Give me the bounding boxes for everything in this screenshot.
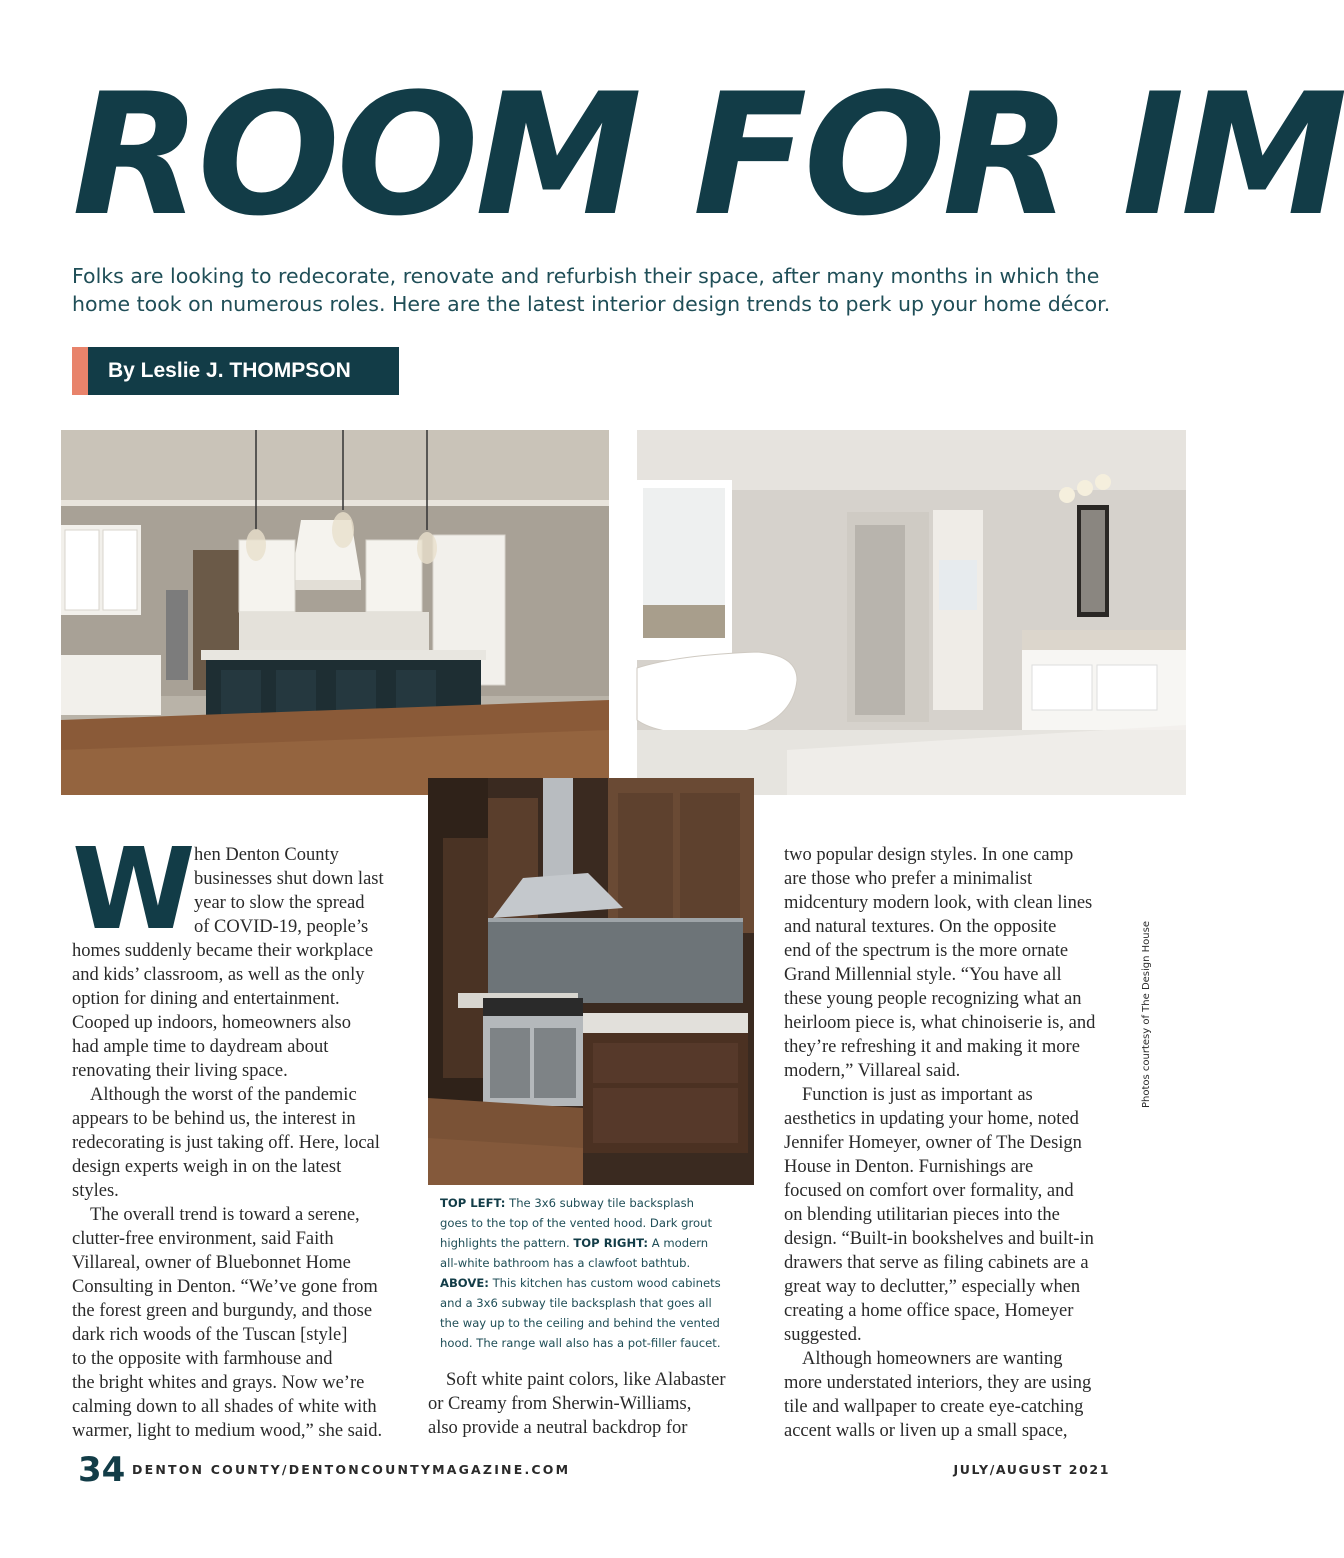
body-line: are those who prefer a minimalist	[784, 869, 1033, 889]
body-line: more understated interiors, they are using	[784, 1373, 1092, 1393]
headline: ROOM FOR IM	[72, 57, 1344, 253]
body-line: aesthetics in updating your home, noted	[784, 1109, 1079, 1129]
publication-name: DENTON COUNTY/DENTONCOUNTYMAGAZINE.COM	[132, 1462, 571, 1477]
body-line: of COVID-19, people’s	[194, 917, 369, 937]
photo-credit: Photos courtesy of The Design House	[1141, 921, 1152, 1108]
body-line: Villareal, owner of Bluebonnet Home	[72, 1253, 351, 1273]
body-line: suggested.	[784, 1325, 862, 1345]
body-line: midcentury modern look, with clean lines	[784, 893, 1093, 913]
body-line: Soft white paint colors, like Alabaster	[446, 1370, 726, 1390]
body-line: tile and wallpaper to create eye-catching	[784, 1397, 1084, 1417]
body-line: or Creamy from Sherwin-Williams,	[428, 1394, 692, 1414]
caption-line: all-white bathroom has a clawfoot bathtub.	[440, 1256, 691, 1270]
caption-line: hood. The range wall also has a pot-filler faucet.	[440, 1336, 721, 1350]
column-2	[428, 1368, 726, 1440]
body-line: the forest green and burgundy, and those	[72, 1301, 373, 1321]
body-line: focused on comfort over formality, and	[784, 1181, 1074, 1201]
body-line: year to slow the spread	[194, 893, 365, 913]
caption-text: A modern	[648, 1236, 709, 1250]
column-1	[72, 939, 382, 1443]
wood-cabinet-kitchen-range-photo	[428, 778, 754, 1185]
caption-line: goes to the top of the vented hood. Dark grout	[440, 1216, 712, 1230]
body-line: design. “Built-in bookshelves and built-in	[784, 1229, 1094, 1249]
body-line: Function is just as important as	[802, 1085, 1033, 1105]
page-number: 34	[78, 1450, 126, 1490]
drop-cap: W	[72, 825, 196, 955]
caption-label: TOP LEFT:	[440, 1196, 506, 1210]
column-3	[784, 843, 1095, 1443]
body-line: and natural textures. On the opposite	[784, 917, 1057, 937]
body-line: hen Denton County	[194, 845, 339, 865]
caption-line: and a 3x6 subway tile backsplash that goes all	[440, 1296, 712, 1310]
deck-line: home took on numerous roles. Here are the latest interior design trends to perk up your home décor.	[72, 292, 1111, 316]
body-line: option for dining and entertainment.	[72, 989, 340, 1009]
caption-text: The 3x6 subway tile backsplash	[505, 1196, 695, 1210]
caption-line	[440, 1233, 750, 1253]
body-line: clutter-free environment, said Faith	[72, 1229, 334, 1249]
kitchen-with-dark-island-photo	[61, 430, 609, 795]
body-line: Jennifer Homeyer, owner of The Design	[784, 1133, 1082, 1153]
deck-line: Folks are looking to redecorate, renovate and refurbish their space, after many months in which the	[72, 264, 1100, 288]
body-line: to the opposite with farmhouse and	[72, 1349, 333, 1369]
body-line: the bright whites and grays. Now we’re	[72, 1373, 365, 1393]
caption-text: highlights the pattern.	[440, 1236, 574, 1250]
byline: By Leslie J. THOMPSON	[88, 347, 399, 395]
body-line: accent walls or liven up a small space,	[784, 1421, 1068, 1441]
body-line: great way to declutter,” especially when	[784, 1277, 1081, 1297]
byline-accent-bar	[72, 347, 88, 395]
body-line: end of the spectrum is the more ornate	[784, 941, 1069, 961]
body-line: modern,” Villareal said.	[784, 1061, 961, 1081]
body-line: redecorating is just taking off. Here, local	[72, 1133, 380, 1153]
deck	[72, 262, 1152, 318]
body-line: on blending utilitarian pieces into the	[784, 1205, 1060, 1225]
body-line: Although the worst of the pandemic	[90, 1085, 357, 1105]
body-line: warmer, light to medium wood,” she said.	[72, 1421, 383, 1441]
body-line: Cooped up indoors, homeowners also	[72, 1013, 352, 1033]
body-line: styles.	[72, 1181, 119, 1201]
body-line: House in Denton. Furnishings are	[784, 1157, 1034, 1177]
body-line: they’re refreshing it and making it more	[784, 1037, 1080, 1057]
body-line: appears to be behind us, the interest in	[72, 1109, 356, 1129]
body-line: and kids’ classroom, as well as the only	[72, 965, 365, 985]
body-line: these young people recognizing what an	[784, 989, 1082, 1009]
body-line: design experts weigh in on the latest	[72, 1157, 342, 1177]
body-line: Grand Millennial style. “You have all	[784, 965, 1062, 985]
column-1-intro	[194, 843, 384, 939]
body-line: two popular design styles. In one camp	[784, 845, 1074, 865]
body-line: creating a home office space, Homeyer	[784, 1301, 1074, 1321]
body-line: calming down to all shades of white with	[72, 1397, 377, 1417]
caption-line: the way up to the ceiling and behind the vented	[440, 1316, 720, 1330]
body-line: also provide a neutral backdrop for	[428, 1418, 688, 1438]
body-line: businesses shut down last	[194, 869, 384, 889]
body-line: The overall trend is toward a serene,	[90, 1205, 360, 1225]
body-line: Although homeowners are wanting	[802, 1349, 1063, 1369]
photo-caption	[440, 1193, 750, 1353]
body-line: heirloom piece is, what chinoiserie is, and	[784, 1013, 1096, 1033]
body-line: dark rich woods of the Tuscan [style]	[72, 1325, 348, 1345]
body-line: Consulting in Denton. “We’ve gone from	[72, 1277, 378, 1297]
white-bathroom-clawfoot-tub-photo	[637, 430, 1186, 795]
caption-line	[440, 1193, 750, 1213]
caption-label: ABOVE:	[440, 1276, 489, 1290]
caption-line	[440, 1273, 750, 1293]
body-line: renovating their living space.	[72, 1061, 288, 1081]
caption-label: TOP RIGHT:	[573, 1236, 649, 1250]
caption-text: This kitchen has custom wood cabinets	[488, 1276, 721, 1290]
issue-date: JULY/AUGUST 2021	[953, 1462, 1110, 1477]
body-line: drawers that serve as filing cabinets are a	[784, 1253, 1089, 1273]
body-line: had ample time to daydream about	[72, 1037, 329, 1057]
body-line: homes suddenly became their workplace	[72, 941, 374, 961]
